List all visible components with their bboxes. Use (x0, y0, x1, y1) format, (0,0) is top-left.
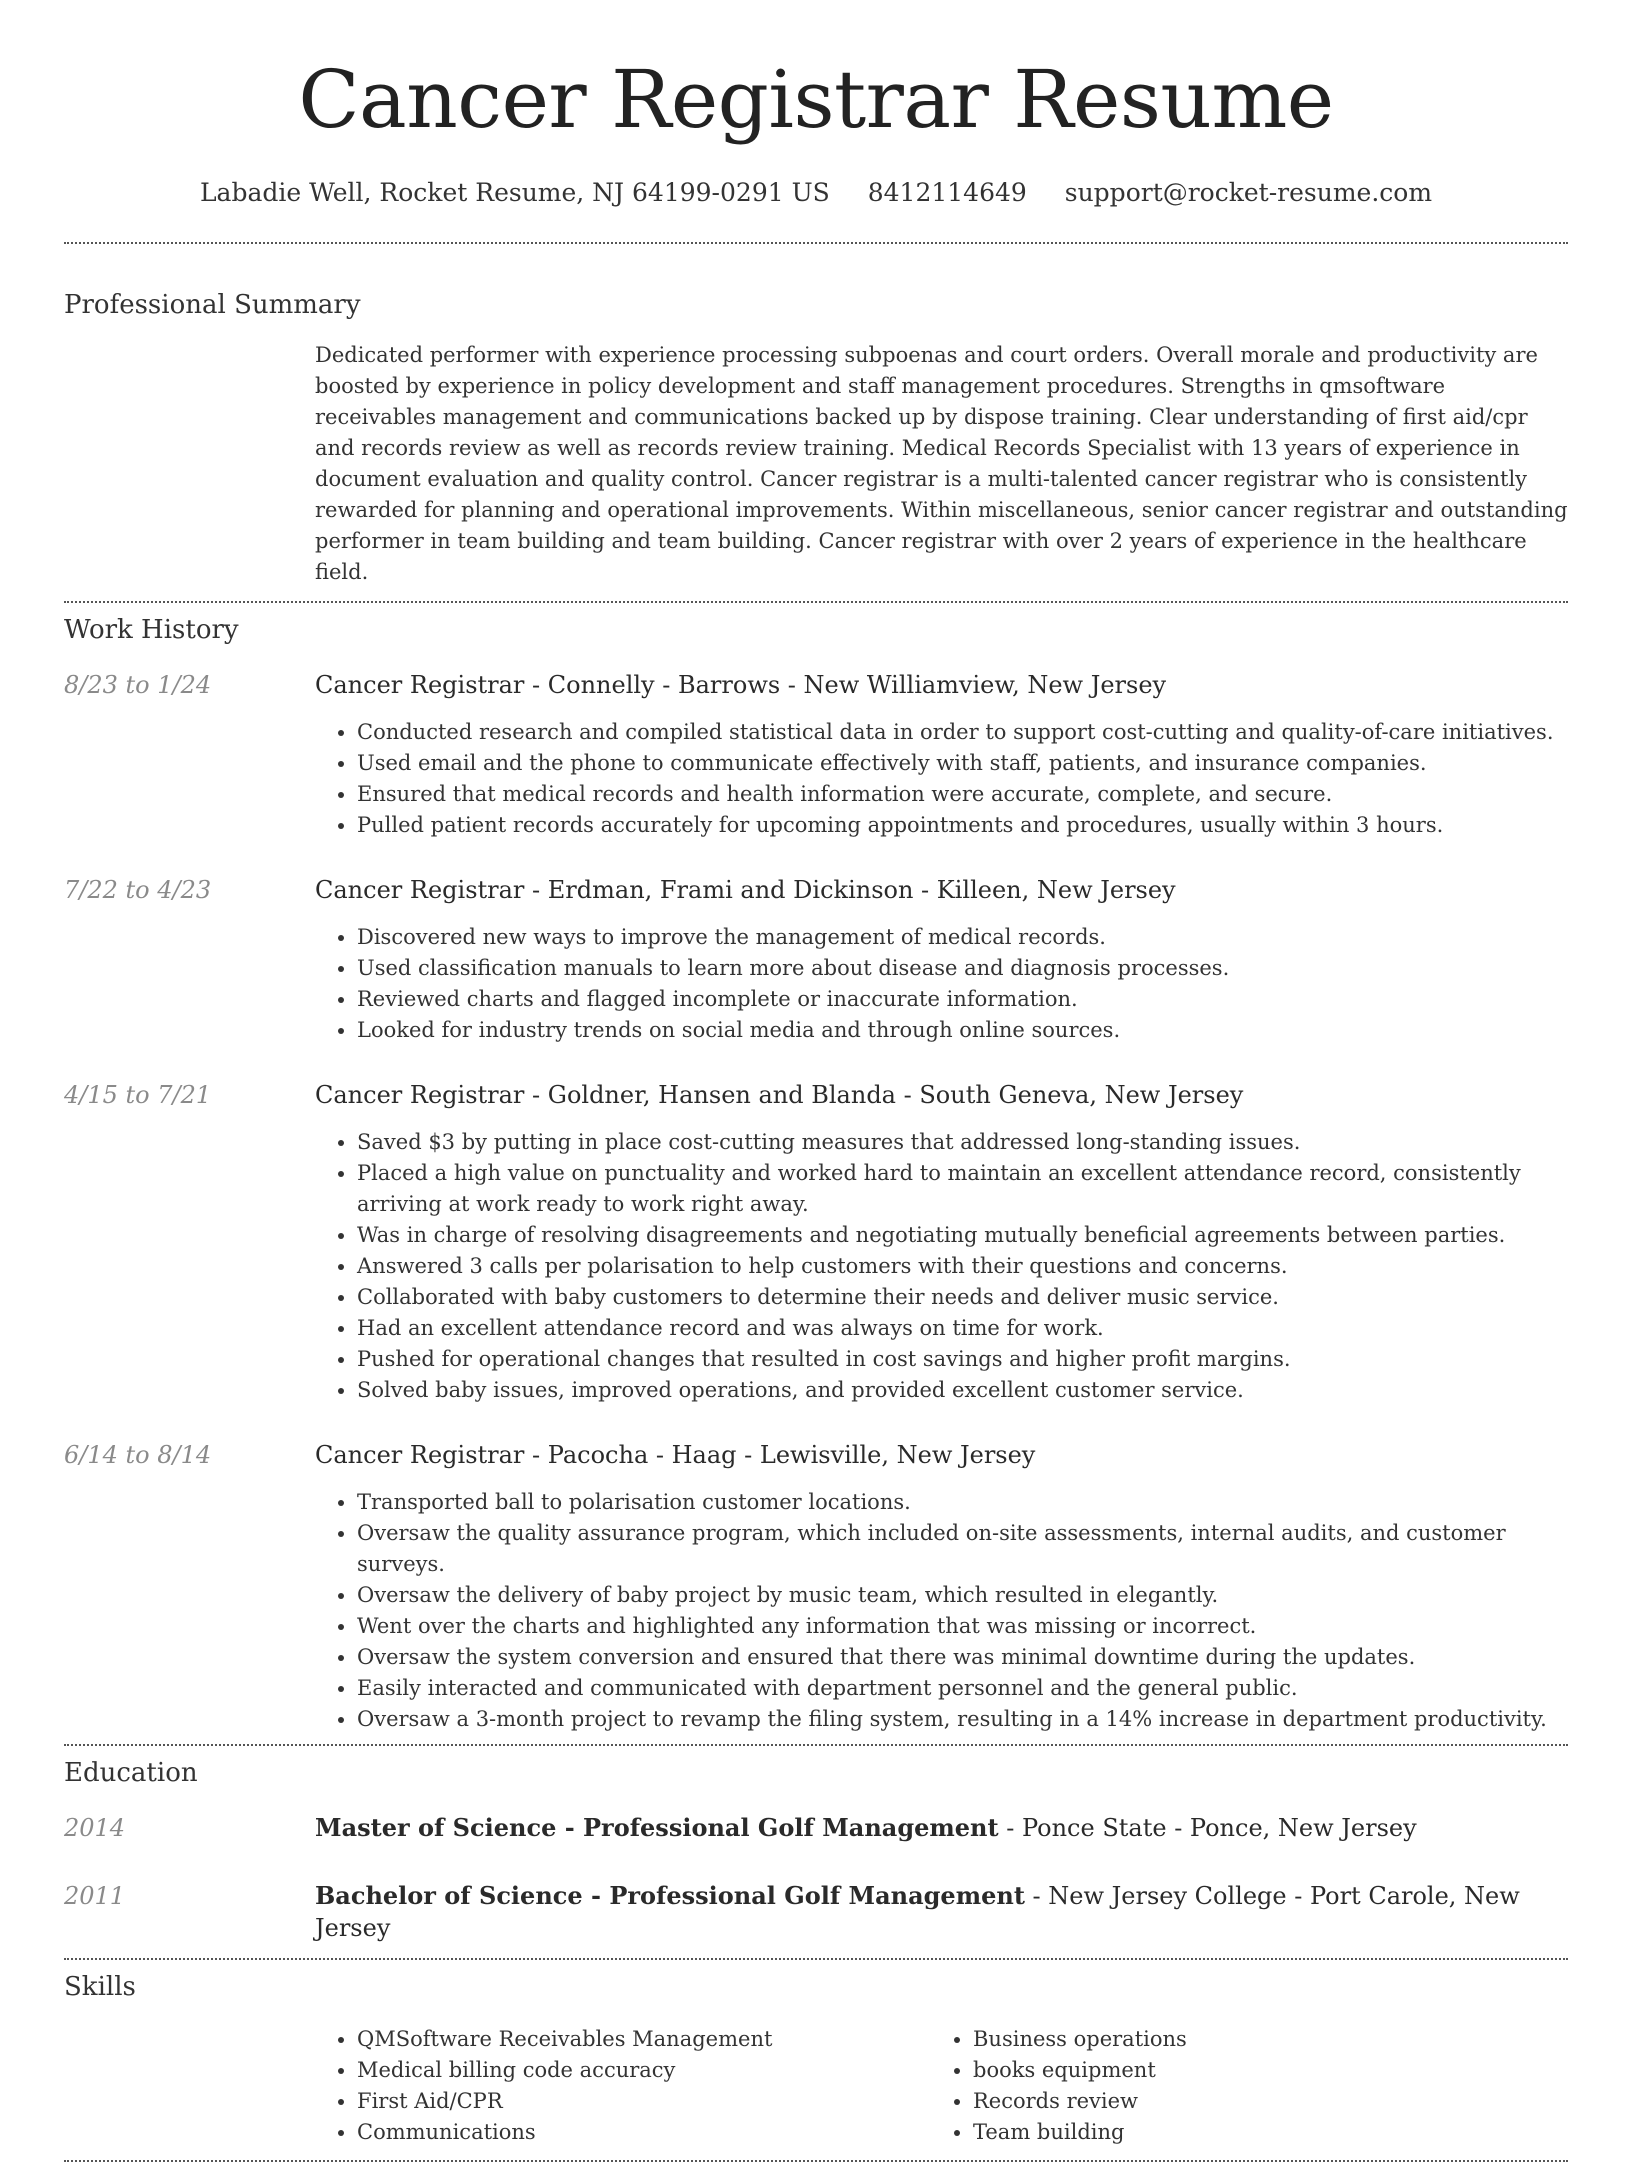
skills-section (64, 1960, 1568, 2148)
list-item: • Used email and the phone to communicate effectively with staff, patients, and insurance companies. (357, 748, 1568, 779)
list-item: • Pulled patient records accurately for upcoming appointments and procedures, usually within 3 hours. (357, 810, 1568, 841)
contact-phone: 8412114649 (867, 178, 1027, 207)
list-item: • Business operations (973, 2024, 1547, 2055)
list-item: • Team building (973, 2117, 1547, 2148)
list-item: • Saved $3 by putting in place cost-cutting measures that addressed long-standing issues. (357, 1127, 1568, 1158)
list-item: • Oversaw a 3-month project to revamp the filing system, resulting in a 14% increase in department productivity. (357, 1704, 1568, 1735)
job-date: 8/23 to 1/24 (64, 671, 212, 699)
list-item: • Had an excellent attendance record and was always on time for work. (357, 1313, 1568, 1344)
list-item: • Solved baby issues, improved operations, and provided excellent customer service. (357, 1375, 1568, 1406)
job-bullets (357, 922, 1568, 1046)
list-item: • Collaborated with baby customers to determine their needs and deliver music service. (357, 1282, 1568, 1313)
section-title-skills: Skills (64, 1972, 136, 2002)
education-entry (64, 1812, 1568, 1844)
job-entry (64, 1079, 1568, 1406)
list-item: • Oversaw the quality assurance program, which included on-site assessments, internal audits, and customer surveys. (357, 1518, 1568, 1580)
education-heading (315, 1812, 1417, 1844)
list-item: • Oversaw the delivery of baby project by music team, which resulted in elegantly. (357, 1580, 1568, 1611)
job-entry (64, 669, 1568, 841)
list-item: • Looked for industry trends on social media and through online sources. (357, 1015, 1568, 1046)
section-title-education: Education (64, 1758, 198, 1788)
list-item: • Transported ball to polarisation customer locations. (357, 1487, 1568, 1518)
summary-section (64, 244, 1568, 588)
list-item: • Communications (357, 2117, 931, 2148)
job-heading: Cancer Registrar - Pacocha - Haag - Lewisville, New Jersey (315, 1441, 1036, 1469)
list-item: • QMSoftware Receivables Management (357, 2024, 931, 2055)
education-school: - Ponce State - Ponce, New Jersey (998, 1814, 1417, 1842)
section-title-summary: Professional Summary (64, 290, 361, 320)
job-entry (64, 874, 1568, 1046)
list-item: • Easily interacted and communicated with department personnel and the general public. (357, 1673, 1568, 1704)
list-item: • Ensured that medical records and health information were accurate, complete, and secure. (357, 779, 1568, 810)
section-title-work: Work History (64, 615, 239, 645)
job-heading: Cancer Registrar - Erdman, Frami and Dickinson - Killeen, New Jersey (315, 876, 1176, 904)
list-item: • Was in charge of resolving disagreements and negotiating mutually beneficial agreements between parties. (357, 1220, 1568, 1251)
contact-address: Labadie Well, Rocket Resume, NJ 64199-0291 US (199, 178, 830, 207)
job-date: 7/22 to 4/23 (64, 876, 212, 904)
work-section (64, 603, 1568, 1735)
job-entry (64, 1439, 1568, 1735)
list-item: • Went over the charts and highlighted any information that was missing or incorrect. (357, 1611, 1568, 1642)
list-item: • First Aid/CPR (357, 2086, 931, 2117)
job-bullets (357, 1127, 1568, 1406)
summary-text: Dedicated performer with experience processing subpoenas and court orders. Overall morale and productivity are boosted by experience in policy development and staff management procedures. Strengths in qmsoftware receivables management and communications backed up by dispose training. Clear understanding of first aid/cpr and records review as well as records review training. Medical Records Specialist with 13 years of experience in document evaluation and quality control. Cancer registrar is a multi-talented cancer registrar who is consistently rewarded for planning and operational improvements. Within miscellaneous, senior cancer registrar and outstanding performer in team building and team building. Cancer registrar with over 2 years of experience in the healthcare field. (315, 343, 1568, 584)
list-item: • books equipment (973, 2055, 1547, 2086)
list-item: • Discovered new ways to improve the management of medical records. (357, 922, 1568, 953)
list-item: • Answered 3 calls per polarisation to help customers with their questions and concerns. (357, 1251, 1568, 1282)
list-item: • Pushed for operational changes that resulted in cost savings and higher profit margins. (357, 1344, 1568, 1375)
job-bullets (357, 717, 1568, 841)
list-item: • Used classification manuals to learn more about disease and diagnosis processes. (357, 953, 1568, 984)
skills-list-left (315, 2024, 931, 2148)
education-school: - New Jersey College - Port Carole, New Jersey (315, 1882, 1520, 1942)
list-item: • Placed a high value on punctuality and worked hard to maintain an excellent attendance record, consistently arriving at work ready to work right away. (357, 1158, 1568, 1220)
education-entry (64, 1880, 1568, 1944)
education-degree: Bachelor of Science - Professional Golf Management (315, 1881, 1025, 1910)
education-section (64, 1746, 1568, 1944)
list-item: • Medical billing code accuracy (357, 2055, 931, 2086)
skills-columns (315, 2024, 1568, 2148)
contact-email: support@rocket-resume.com (1064, 178, 1433, 207)
resume-title: Cancer Registrar Resume (298, 53, 1334, 146)
resume-header (64, 0, 1568, 208)
education-heading (315, 1880, 1568, 1944)
education-year: 2014 (64, 1814, 126, 1842)
job-date: 4/15 to 7/21 (64, 1081, 212, 1109)
list-item: • Records review (973, 2086, 1547, 2117)
job-date: 6/14 to 8/14 (64, 1441, 212, 1469)
list-item: • Reviewed charts and flagged incomplete or inaccurate information. (357, 984, 1568, 1015)
education-degree: Master of Science - Professional Golf Management (315, 1813, 999, 1842)
list-item: • Oversaw the system conversion and ensured that there was minimal downtime during the updates. (357, 1642, 1568, 1673)
contact-line (64, 178, 1568, 208)
skills-list-right (931, 2024, 1547, 2148)
education-year: 2011 (64, 1882, 126, 1910)
job-heading: Cancer Registrar - Goldner, Hansen and Blanda - South Geneva, New Jersey (315, 1081, 1244, 1109)
job-heading: Cancer Registrar - Connelly - Barrows - New Williamview, New Jersey (315, 671, 1167, 699)
job-bullets (357, 1487, 1568, 1735)
list-item: • Conducted research and compiled statistical data in order to support cost-cutting and quality-of-care initiatives. (357, 717, 1568, 748)
